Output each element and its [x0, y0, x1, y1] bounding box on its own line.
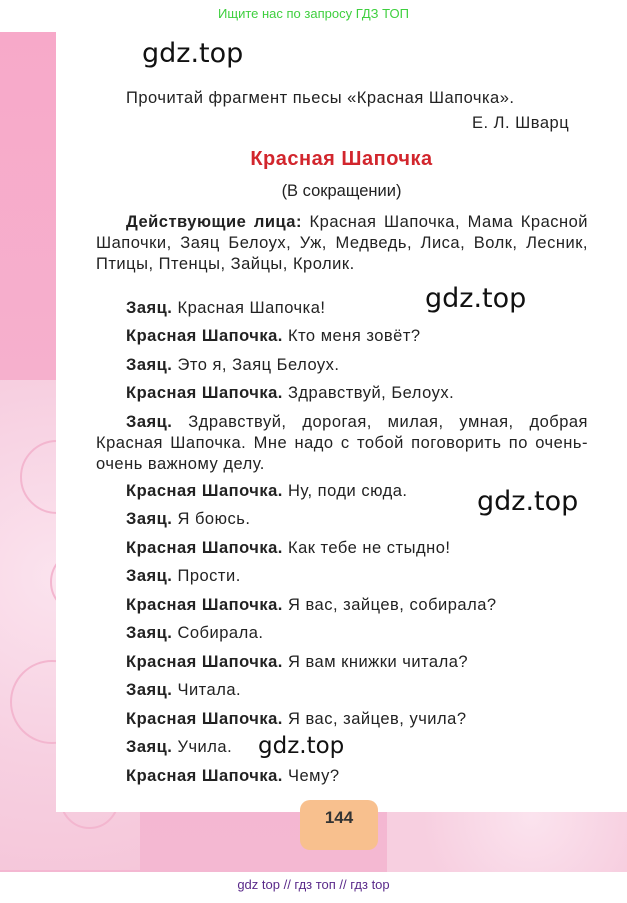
dialogue-line: Заяц. Прости. — [126, 567, 241, 585]
dialogue-line: Красная Шапочка. Чему? — [126, 767, 340, 785]
dialogue-line: Заяц. Собирала. — [126, 624, 264, 642]
dialogue-line: Красная Шапочка. Как тебе не стыдно! — [126, 539, 451, 557]
page-number: 144 — [300, 800, 378, 850]
watermark: gdz.top — [258, 733, 345, 759]
cast-text: Красная Шапочка, Мама Красной Шапочки, Заяц Белоух, Уж, Медведь, Лиса, Волк, Лесник, Птицы, Птенцы, Зайцы, Кролик. — [96, 213, 588, 273]
cast-label: Действующие лица: — [126, 213, 302, 231]
dialogue-line: Заяц. Я боюсь. — [126, 510, 251, 528]
dialogue-line: Красная Шапочка. Кто меня зовёт? — [126, 327, 421, 345]
dialogue-line: Красная Шапочка. Я вас, зайцев, собирала? — [126, 596, 497, 614]
dialogue-line: Красная Шапочка. Ну, поди сюда. — [126, 482, 408, 500]
play-subtitle: (В сокращении) — [281, 182, 402, 200]
play-title: Красная Шапочка — [250, 148, 433, 170]
author: Е. Л. Шварц — [472, 114, 570, 132]
dialogue-line: Заяц. Здравствуй, дорогая, милая, умная, добрая Красная Шапочка. Мне надо с тобой поговорить по очень-очень важному делу. — [96, 413, 588, 473]
watermark: gdz.top — [142, 38, 244, 69]
dialogue-line: Красная Шапочка. Я вас, зайцев, учила? — [126, 710, 467, 728]
dialogue-line: Заяц. Учила. — [126, 738, 233, 756]
dialogue-line: Красная Шапочка. Я вам книжки читала? — [126, 653, 469, 671]
footer-watermark: gdz top // гдз топ // гдз top — [237, 877, 390, 892]
dialogue-line: Заяц. Это я, Заяц Белоух. — [126, 356, 340, 374]
dialogue-line: Заяц. Красная Шапочка! — [126, 299, 326, 317]
watermark: gdz.top — [477, 486, 579, 517]
watermark: gdz.top — [425, 283, 527, 314]
intro-text: Прочитай фрагмент пьесы «Красная Шапочка». — [126, 89, 515, 107]
dialogue-line: Заяц. Читала. — [126, 681, 242, 699]
top-banner: Ищите нас по запросу ГДЗ ТОП — [218, 6, 409, 21]
dialogue-line: Красная Шапочка. Здравствуй, Белоух. — [126, 384, 455, 402]
cast-list — [96, 212, 588, 275]
